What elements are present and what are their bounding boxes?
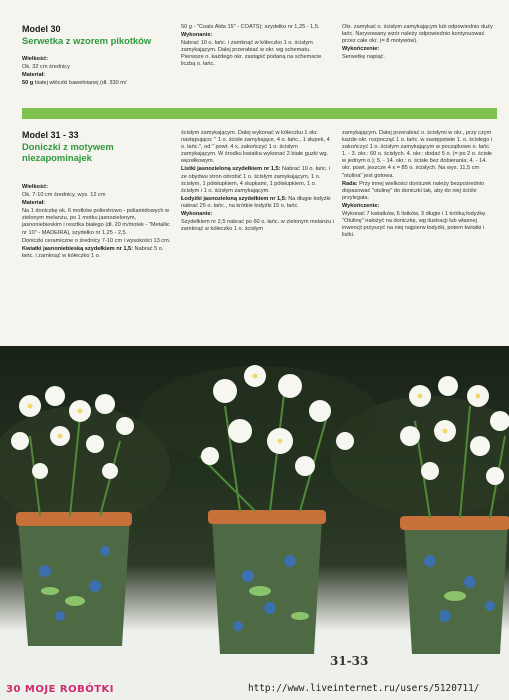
model31-column-1 (22, 184, 175, 261)
paragraph (22, 80, 175, 87)
source-url-watermark: http://www.liveinternet.ru/users/5120711/ (248, 683, 480, 694)
paragraph-label: 50 g (22, 80, 34, 87)
paragraph (181, 166, 334, 194)
paragraph-text: Nabrać 10 o. łańc. i ze obydwu stron obrobić 1 o. ścisłym zamykającym, 1 o. ścisłym, 1 półsłupkiem, 4 słupkami, 1 półsłupkiem, 1 o. ścisłym i 1 o. ścisłym zamykającym. (181, 166, 331, 194)
paragraph-text: Ok. 32 cm średnicy (22, 64, 70, 71)
paragraph-text: Doniczki ceramiczne o średnicy 7-10 cm i wysokości 13 cm. (22, 237, 171, 244)
paragraph (342, 181, 495, 202)
paragraph-text: Ok. 7-10 cm średnicy, wys. 12 cm (22, 192, 106, 199)
paragraph (181, 196, 334, 210)
paragraph-label: Rada: (342, 180, 358, 187)
paragraph-label: Materiał: (22, 200, 46, 207)
pot-right (400, 516, 509, 654)
paragraph (22, 200, 175, 207)
paragraph-text: Nabrać 10 o. łańc. i zamknąć w kółeczko 1 o. ścisłym zamykającym. Dalej przerabiać w okr. wg schematu. Pierwsze o. każdego okr. zastąpić podaną na schemacie liczbą o. łańc. (181, 40, 322, 68)
paragraph-text: Wykonać 7 kwiatków, 6 listków, 3 długie i 1 krótką łodyżkę. "Otulinę" nałożyć na doniczkę, wg ilustracji lub własnej inwencji przyszyć na niej najpierw łodyżki, potem kwiatki i listki. (342, 211, 487, 239)
paragraph-text: 50 g - "Coats Alda 15" - COATS); szydełko nr 1,25 - 1,5. (181, 24, 320, 30)
magazine-brand: 30 MOJE ROBÓTKI (6, 684, 114, 695)
paragraph-label: Wielkość: (22, 56, 49, 62)
paragraph-text: Na 1 doniczkę ok. 6 motków poliestrowo - poliamidowych w zielonym melanżu, po 1 motku jasnozielonym, jasnoniebieskim i resztka białego (dł. 20 m/motek - "Metallic nr 10" - MADEIRA), szydełko nr 1,25 - 2,5. (22, 208, 170, 236)
model30-subtitle: Serwetka z wzorem pikotków (22, 35, 152, 46)
paragraph (22, 72, 175, 79)
paragraph (22, 64, 175, 71)
paragraph (181, 32, 334, 39)
paragraph-label: Wykonanie: (181, 211, 213, 218)
model30-column-3 (342, 24, 495, 62)
paragraph (181, 40, 334, 68)
paragraph-label: Listki jasnozieloną szydełkiem nr 1,5: (181, 166, 281, 173)
flower-pots-photo (0, 346, 509, 700)
paragraph (22, 184, 175, 191)
model30-header (22, 24, 182, 46)
model31-column-2 (181, 130, 334, 234)
model30-column-2 (181, 24, 334, 70)
paragraph-text: Szydełkiem nr 2,5 nabrać po 60 o. łańc. w zielonym melanżu i zamknąć w kółeczko 1 o. ścisłym (181, 219, 334, 233)
paragraph-label: Wykończenie: (342, 202, 380, 209)
model31-subtitle: Doniczki z motywem niezapominajek (22, 141, 114, 163)
paragraph (181, 211, 334, 218)
paragraph (342, 24, 495, 45)
paragraph (22, 56, 175, 63)
pot-left (16, 512, 132, 646)
model31-column-3 (342, 130, 495, 240)
paragraph (22, 238, 175, 245)
paragraph-text: Nabrać 5 o. łańc. i zamknąć w kółeczko 1 o. (22, 245, 164, 259)
paragraph-label: Łodyżki jasnozieloną szydełkiem nr 1,5: (181, 195, 287, 202)
paragraph (342, 211, 495, 239)
paragraph-label: Wykonanie: (181, 32, 213, 39)
paragraph-text: Na długie łodyżki nabrać 25 o. łańc., na krótkie łodyżki 15 o. łańc. (181, 195, 331, 209)
section-divider-bar (22, 108, 497, 119)
model30-title: Model 30 (22, 24, 61, 34)
paragraph (22, 246, 175, 260)
page-label: 31-33 (330, 654, 369, 668)
paragraph (342, 203, 495, 210)
model31-header (22, 130, 172, 163)
paragraph-text: zamykającym. Dalej przerabiać o. ścisłymi w okr., przy czym każde okr. rozpocząć 1 o. łańc. w zastępstwie 1. o. ścisłego i zakończyć 1 o. ścisłym zamykającym w początkowo o. łańc. 1. - 3. okr.: 60 o. ścisłych. 4. okr.: dodać 5 o. (= po 2 o. ścisłe w jednym o.); 5. - 14. okr.: o. ścisłe bez dobierania; 4. - 14. okr. powt. jeszcze 4 x = 85 o. ścisłych. Na wys. 11,5 cm "otulina" jest gotowa. (342, 130, 493, 179)
model30-column-1 (22, 56, 175, 88)
paragraph (181, 219, 334, 233)
paragraph-label: Materiał: (22, 72, 46, 79)
paragraph (22, 208, 175, 236)
paragraph (342, 46, 495, 53)
paragraph-text: Przy innej wielkości doniczek należy bezpośrednio dopasować "otulinę" do doniczki tak, aby do niej ściśle przylegała. (342, 180, 485, 201)
paragraph-text: białej włóczki bawełnianej (dł. 330 m/ (33, 80, 127, 87)
flower-pots-illustration (0, 346, 509, 700)
paragraph-label: Kwiatki jasnoniebieską szydełkiem nr 1,5: (22, 245, 133, 252)
paragraph (342, 54, 495, 61)
paragraph (181, 130, 334, 165)
paragraph-label: Wielkość: (22, 184, 49, 190)
paragraph-text: ścisłym zamykającym. Dalej wykonać w kółeczku 1 okr. następująco: " 1 o. ścisłe zamykające, 4 o. łańc., 1 słupek, 4 o. łańc.", od " powt. 4 x, zakończyć 1 o. ścisłym zamykającym. W środku kwiatka wykonać 2 białe guzki wg. węzełkowym. (181, 130, 330, 165)
paragraph (181, 24, 334, 31)
paragraph (22, 192, 175, 199)
pot-center (208, 510, 326, 654)
paragraph (342, 130, 495, 180)
paragraph-text: Okr. zamykać o. ścisłym zamykającym lub odpowiednio duży łańc. Narysowany wzór należy odpowiednio kontynuować przez całe okr. (= 8 motywów). (342, 24, 493, 45)
paragraph-text: Serwetkę napiąć. (342, 54, 385, 61)
model31-title: Model 31 - 33 (22, 130, 79, 140)
paragraph-label: Wykończenie: (342, 46, 380, 53)
